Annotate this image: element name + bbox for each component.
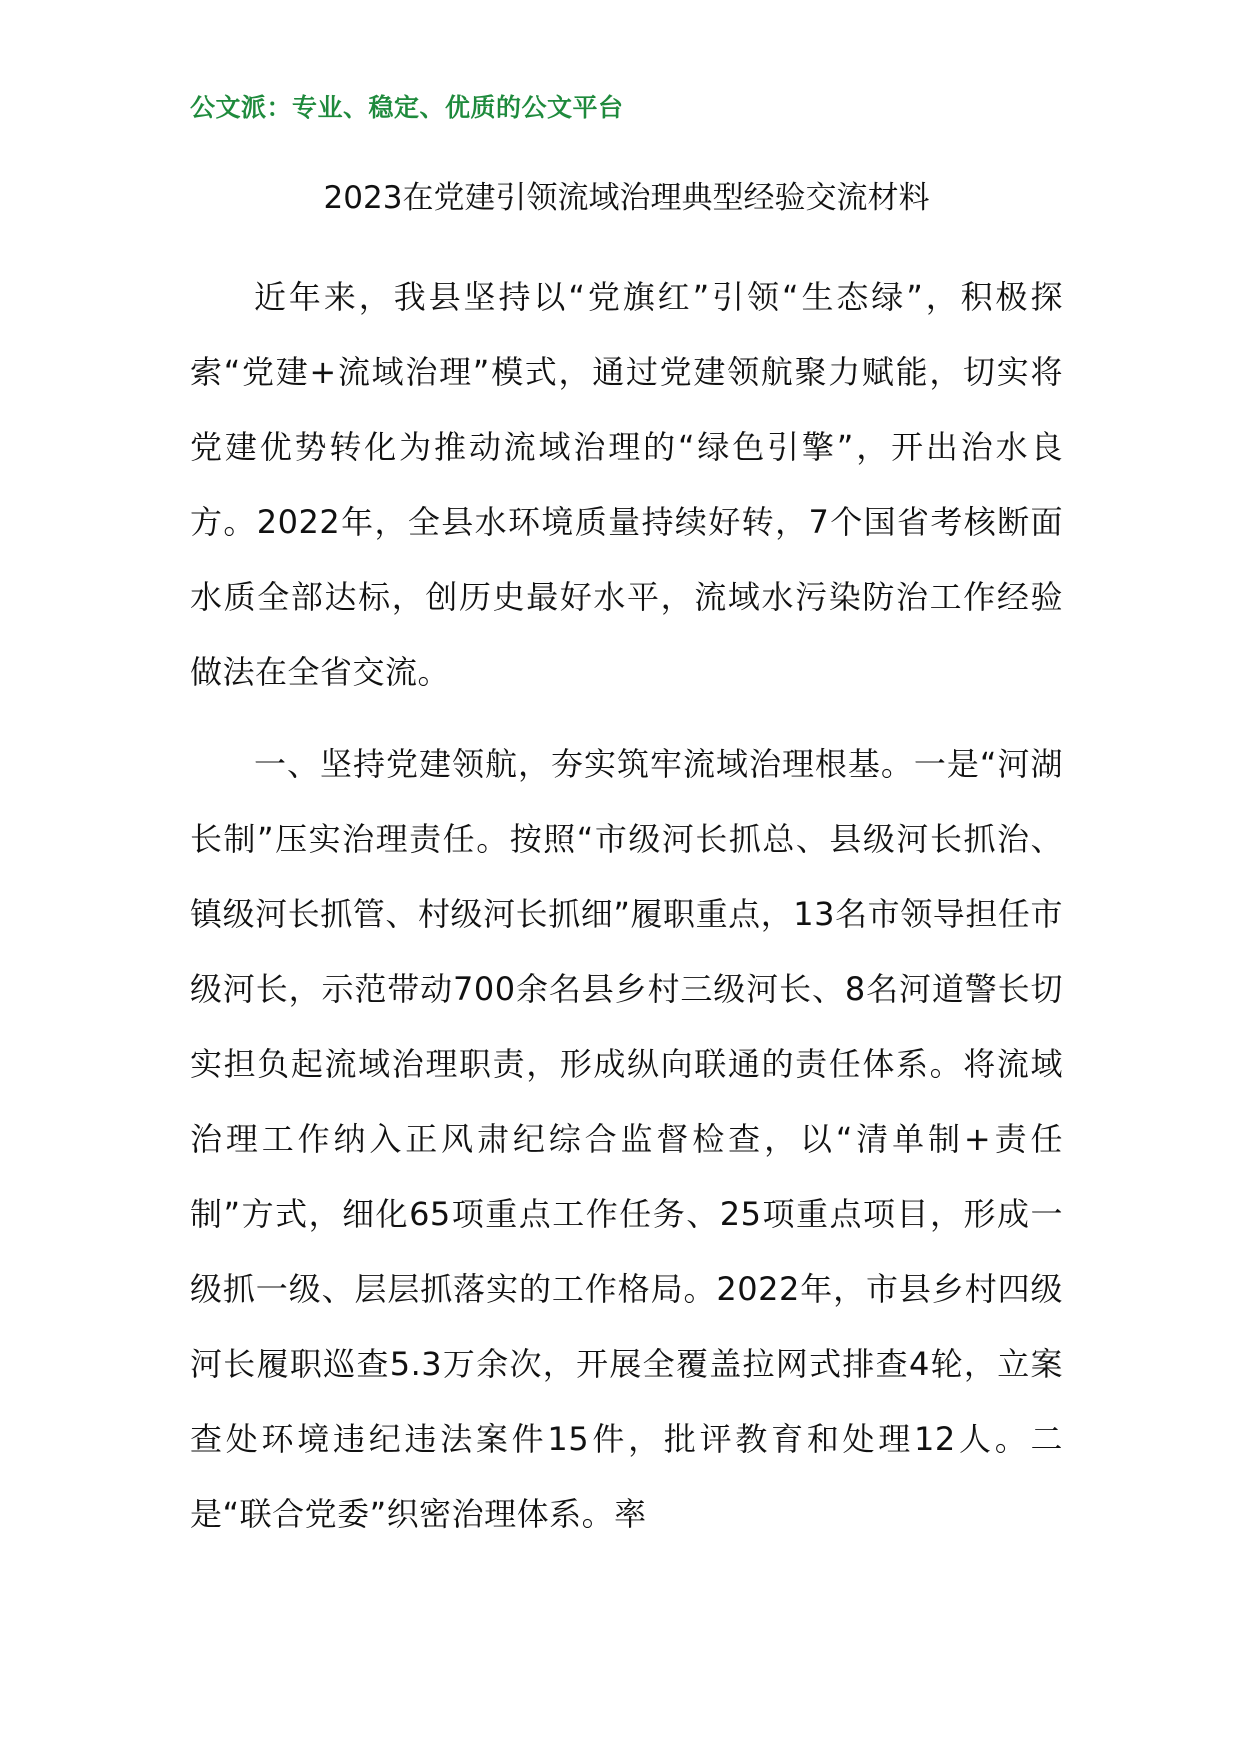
paragraph-intro: 近年来，我县坚持以“党旗红”引领“生态绿”，积极探索“党建+流域治理”模式，通过党建领航聚力赋能，切实将党建优势转化为推动流域治理的“绿色引擎”，开出治水良方。2022年，全县水环境质量持续好转，7个国省考核断面水质全部达标，创历史最好水平，流域水污染防治工作经验做法在全省交流。 [190,278,1063,691]
paragraph-section-one: 一、坚持党建领航，夯实筑牢流域治理根基。一是“河湖长制”压实治理责任。按照“市级河长抓总、县级河长抓治、镇级河长抓管、村级河长抓细”履职重点，13名市领导担任市级河长，示范带动700余名县乡村三级河长、8名河道警长切实担负起流域治理职责，形成纵向联通的责任体系。将流域治理工作纳入正风肃纪综合监督检查，以“清单制+责任制”方式，细化65项重点工作任务、25项重点项目，形成一级抓一级、层层抓落实的工作格局。2022年，市县乡村四级河长履职巡查5.3万余次，开展全覆盖拉网式排查4轮，立案查处环境违纪违法案件15件，批评教育和处理12人。二是“联合党委”织密治理体系。率 [190,745,1063,1533]
header-brand: 公文派：专业、稳定、优质的公文平台 [190,93,624,122]
document-body [190,260,1063,1552]
document-title: 2023在党建引领流域治理典型经验交流材料 [323,180,930,216]
